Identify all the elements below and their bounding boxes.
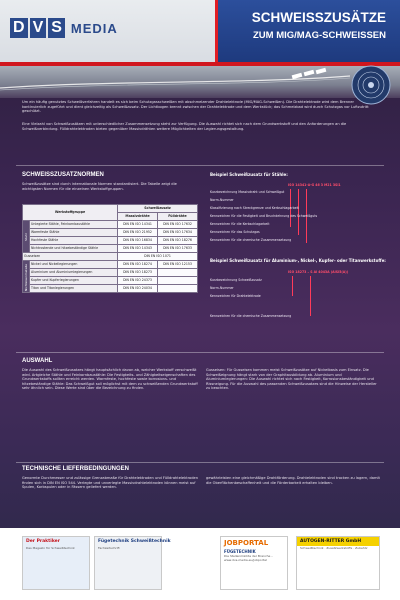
logo-letter: V [30,18,47,38]
table-cell [158,285,198,293]
logo-mark [10,18,65,38]
ad-heading: JOBPORTAL [224,539,269,547]
example-steel-code: ISO 14341-A-G 46 3 M21 3Si1 [288,183,341,187]
table-cell [158,277,198,285]
table-cell: DIN EN ISO 17633 [158,245,198,253]
welding-wire-illustration [0,66,400,98]
divider [16,165,384,166]
table-cell: DIN EN ISO 21952 [118,229,158,237]
table-row-label: Hochfeste Stähle [30,237,118,245]
table-cell: DIN EN ISO 14341 [118,221,158,229]
auswahl-left-text: Die Auswahl des Schweißzusatzes hängt hauptsächlich davon ab, welcher Werkstoff verschweißt wird. Artgleiche Stähle und Feinkornbaustähle: Die Festigkeits- und Zähigkeitseigenschaften des Grundwerkstoffs sollten erreicht werden. Warmfeste, hochfeste sowie korrosions- und hitzebeständige Stähle: Das Schweißgut soll möglichst mit dem zu schweißenden Grundwerkstoff sehr ähnlich sein. Diese Werte sind über die Bezeichnung zu finden. [22,368,198,391]
pointer-line [292,276,293,296]
divider [16,352,384,353]
ad-heading: Der Praktiker [26,539,60,544]
example-ne-line: Kennzeichen für die chemische Zusammensetzung [210,314,292,318]
example-ne-code: ISO 18273 – S Al 4043A (AlSi5(A)) [288,270,349,274]
divider [16,462,384,463]
table-cell: DIN EN ISO 24034 [118,285,158,293]
table-row-label: Gusseisen [23,253,118,261]
normen-intro: Schweißzusätze sind durch internationale Normen standardisiert. Die Tabelle zeigt die wichtigsten Normen für die einzelnen Werkstoffgruppen. [22,182,177,191]
page-subtitle: ZUM MIG/MAG-SCHWEISSEN [253,30,386,41]
table-header-col1: Massivdrähte [118,213,158,221]
table-row-label: Nickel und Nickellegierungen [30,261,118,269]
example-steel-line: Norm-Nummer [210,198,234,202]
ad-text: Schweißtechnik · Zusatzwerkstoffe · Zubehör [300,546,368,550]
example-ne-title: Beispiel Schweißzusatz für Aluminium-, Nickel-, Kupfer- oder Titanwerkstoffe: [210,258,386,263]
table-header-group: Schweißzusatz [118,205,198,213]
table-cell: DIN EN ISO 1071 [118,253,198,261]
auswahl-right-text: Gusseisen: Für Gusseisen kommen meist Schweißzusätze auf Nickelbasis zum Einsatz. Die Schweißeignung hängt stark von der Graphitausbildung ab. Aluminium und Aluminiumlegierungen: Die Auswahl richtet sich nach Festigkeit, Korrosionsbeständigkeit und Rissneigung. Für die Auswahl des passenden Schweißzusatzes sind die Hinweise der Hersteller zu beachten. [206,368,377,391]
table-cell: DIN EN ISO 18276 [158,237,198,245]
table-cell: DIN EN ISO 14343 [118,245,158,253]
table-side-label-ne: Nichteisenmetalle [23,261,30,293]
table-row [23,261,198,269]
example-steel-line: Klassifizierung nach Streckgrenze und Kerbschlagarbeit [210,206,299,210]
intro-paragraph-1: Um ein häufig genutztes Schweißverfahren handelt es sich beim Schutzgasschweißen mit abschmelzender Drahtelektrode (MIG/MAG-Schweißen). Die Drahtelektrode wird dem Brenner kontinuierlich zugeführt und dient gleichzeitig als Schweißzusatz. Der Lichtbogen brennt zwischen der Drahtelektrode und dem Werkstück; das Schmelzbad wird durch Schutzgas vor Luftzutritt geschützt. [22,100,369,114]
example-steel-line: Kennzeichen für die Festigkeit und Bruchdehnung des Schweißguts [210,214,318,218]
table-row-label: Nichtrostende und hitzebeständige Stähle [30,245,118,253]
example-steel-line: Kennzeichen für die chemische Zusammensetzung [210,238,292,242]
header [0,0,400,62]
ad-text: Das Magazin für Schweißtechnik [26,546,75,550]
pointer-line [298,189,299,235]
example-steel-line: Kurzbezeichnung Massivdraht und Schweißgut [210,190,285,194]
table-row-label: Kupfer und Kupferlegierungen [30,277,118,285]
logo-letter: D [10,18,28,38]
ad-der-praktiker[interactable] [22,536,90,590]
table-cell: DIN EN ISO 12153 [158,261,198,269]
page-title: SCHWEISSZUSÄTZE [251,10,386,25]
advertisement-strip [0,528,400,600]
table-row [23,221,198,229]
table-cell [158,269,198,277]
table-row-label: Titan und Titanlegierungen [30,285,118,293]
table-cell: DIN EN ISO 17632 [158,221,198,229]
table-side-label-stahl: Stahl [23,221,30,253]
liefer-left-text: Genormte Durchmesser und zulässige Grenzabmaße für Drahtelektroden und Fülldrahtelektroden finden sich in DIN EN ISO 544. Verlegte und unverlegte Massivdrahtelektroden können meist auf Spulen, Korbspulen oder in Fässern geliefert werden. [22,476,198,490]
table-cell: DIN EN ISO 16834 [118,237,158,245]
table-cell: DIN EN ISO 18274 [118,261,158,269]
ad-heading: AUTOGEN-RITTER GmbH [297,537,379,546]
table-header-werkstoffgruppe: Werkstoffgruppe [23,205,118,221]
table-cell: DIN EN ISO 18273 [118,269,158,277]
table-row [23,285,198,293]
example-ne-line: Norm-Nummer [210,286,234,290]
table-row [23,245,198,253]
table-cell: DIN EN ISO 17634 [158,229,198,237]
example-ne-line: Kurzbezeichnung Schweißzusatz [210,278,262,282]
wire-image-band [0,66,400,98]
example-steel-line: Kennzeichen für die Kerbschlagarbeit [210,222,270,226]
table-row [23,277,198,285]
ad-jobportal[interactable] [220,536,288,590]
example-steel-title: Beispiel Schweißzusatz für Stähle: [210,172,288,177]
table-row-label: Aluminium und Aluminiumlegierungen [30,269,118,277]
example-steel-line: Kennzeichen für das Schutzgas [210,230,260,234]
ad-text: Die Stellenmärkte der Branche – www.dvs-media.eu/jobportal [224,554,273,562]
ad-heading: Fügetechnik Schweißtechnik [98,539,171,544]
section-title-normen: SCHWEISSZUSATZNORMEN [22,172,104,178]
table-row-label: Unlegierte Stähle, Feinkornbaustähle [30,221,118,229]
table-row [23,253,198,261]
table-row-label: Warmfeste Stähle [30,229,118,237]
ad-autogen-ritter[interactable] [296,536,380,590]
pointer-line [310,276,311,316]
section-title-lieferbedingungen: TECHNISCHE LIEFERBEDINGUNGEN [22,466,130,472]
normen-table [22,204,198,293]
ad-text: Fachzeitschrift [98,546,120,550]
title-box [215,0,400,62]
table-header-row [23,205,198,213]
intro-paragraph-2: Eine Vielzahl von Schweißzusätzen mit unterschiedlicher Zusammensetzung steht zur Verfügung. Die Auswahl richtet sich nach dem Grundwerkstoff und den Anforderungen an die Schweißverbindung. Fülldrahtelektroden bieten gegenüber Massivdrähten weitere Möglichkeiten der Legierungsgestaltung. [22,122,347,131]
section-title-auswahl: AUSWAHL [22,358,53,364]
logo-letter: S [48,18,65,38]
example-ne-line: Kennzeichen für Drahtelektrode [210,294,261,298]
table-header-col2: Fülldrähte [158,213,198,221]
logo-media-text: MEDIA [70,20,118,36]
table-row [23,269,198,277]
table-row [23,237,198,245]
liefer-right-text: gewährleisten eine gleichmäßige Drahtförderung. Drahtelektroden sind trocken zu lagern, damit die Oberflächenbeschaffenheit und die Förderbarkeit erhalten bleiben. [206,476,380,485]
ad-fachzeitschrift[interactable] [94,536,171,590]
ad-subheading: FÜGETECHNIK [224,549,256,554]
dvs-logo [10,18,118,38]
table-cell: DIN EN ISO 24373 [118,277,158,285]
table-row [23,229,198,237]
